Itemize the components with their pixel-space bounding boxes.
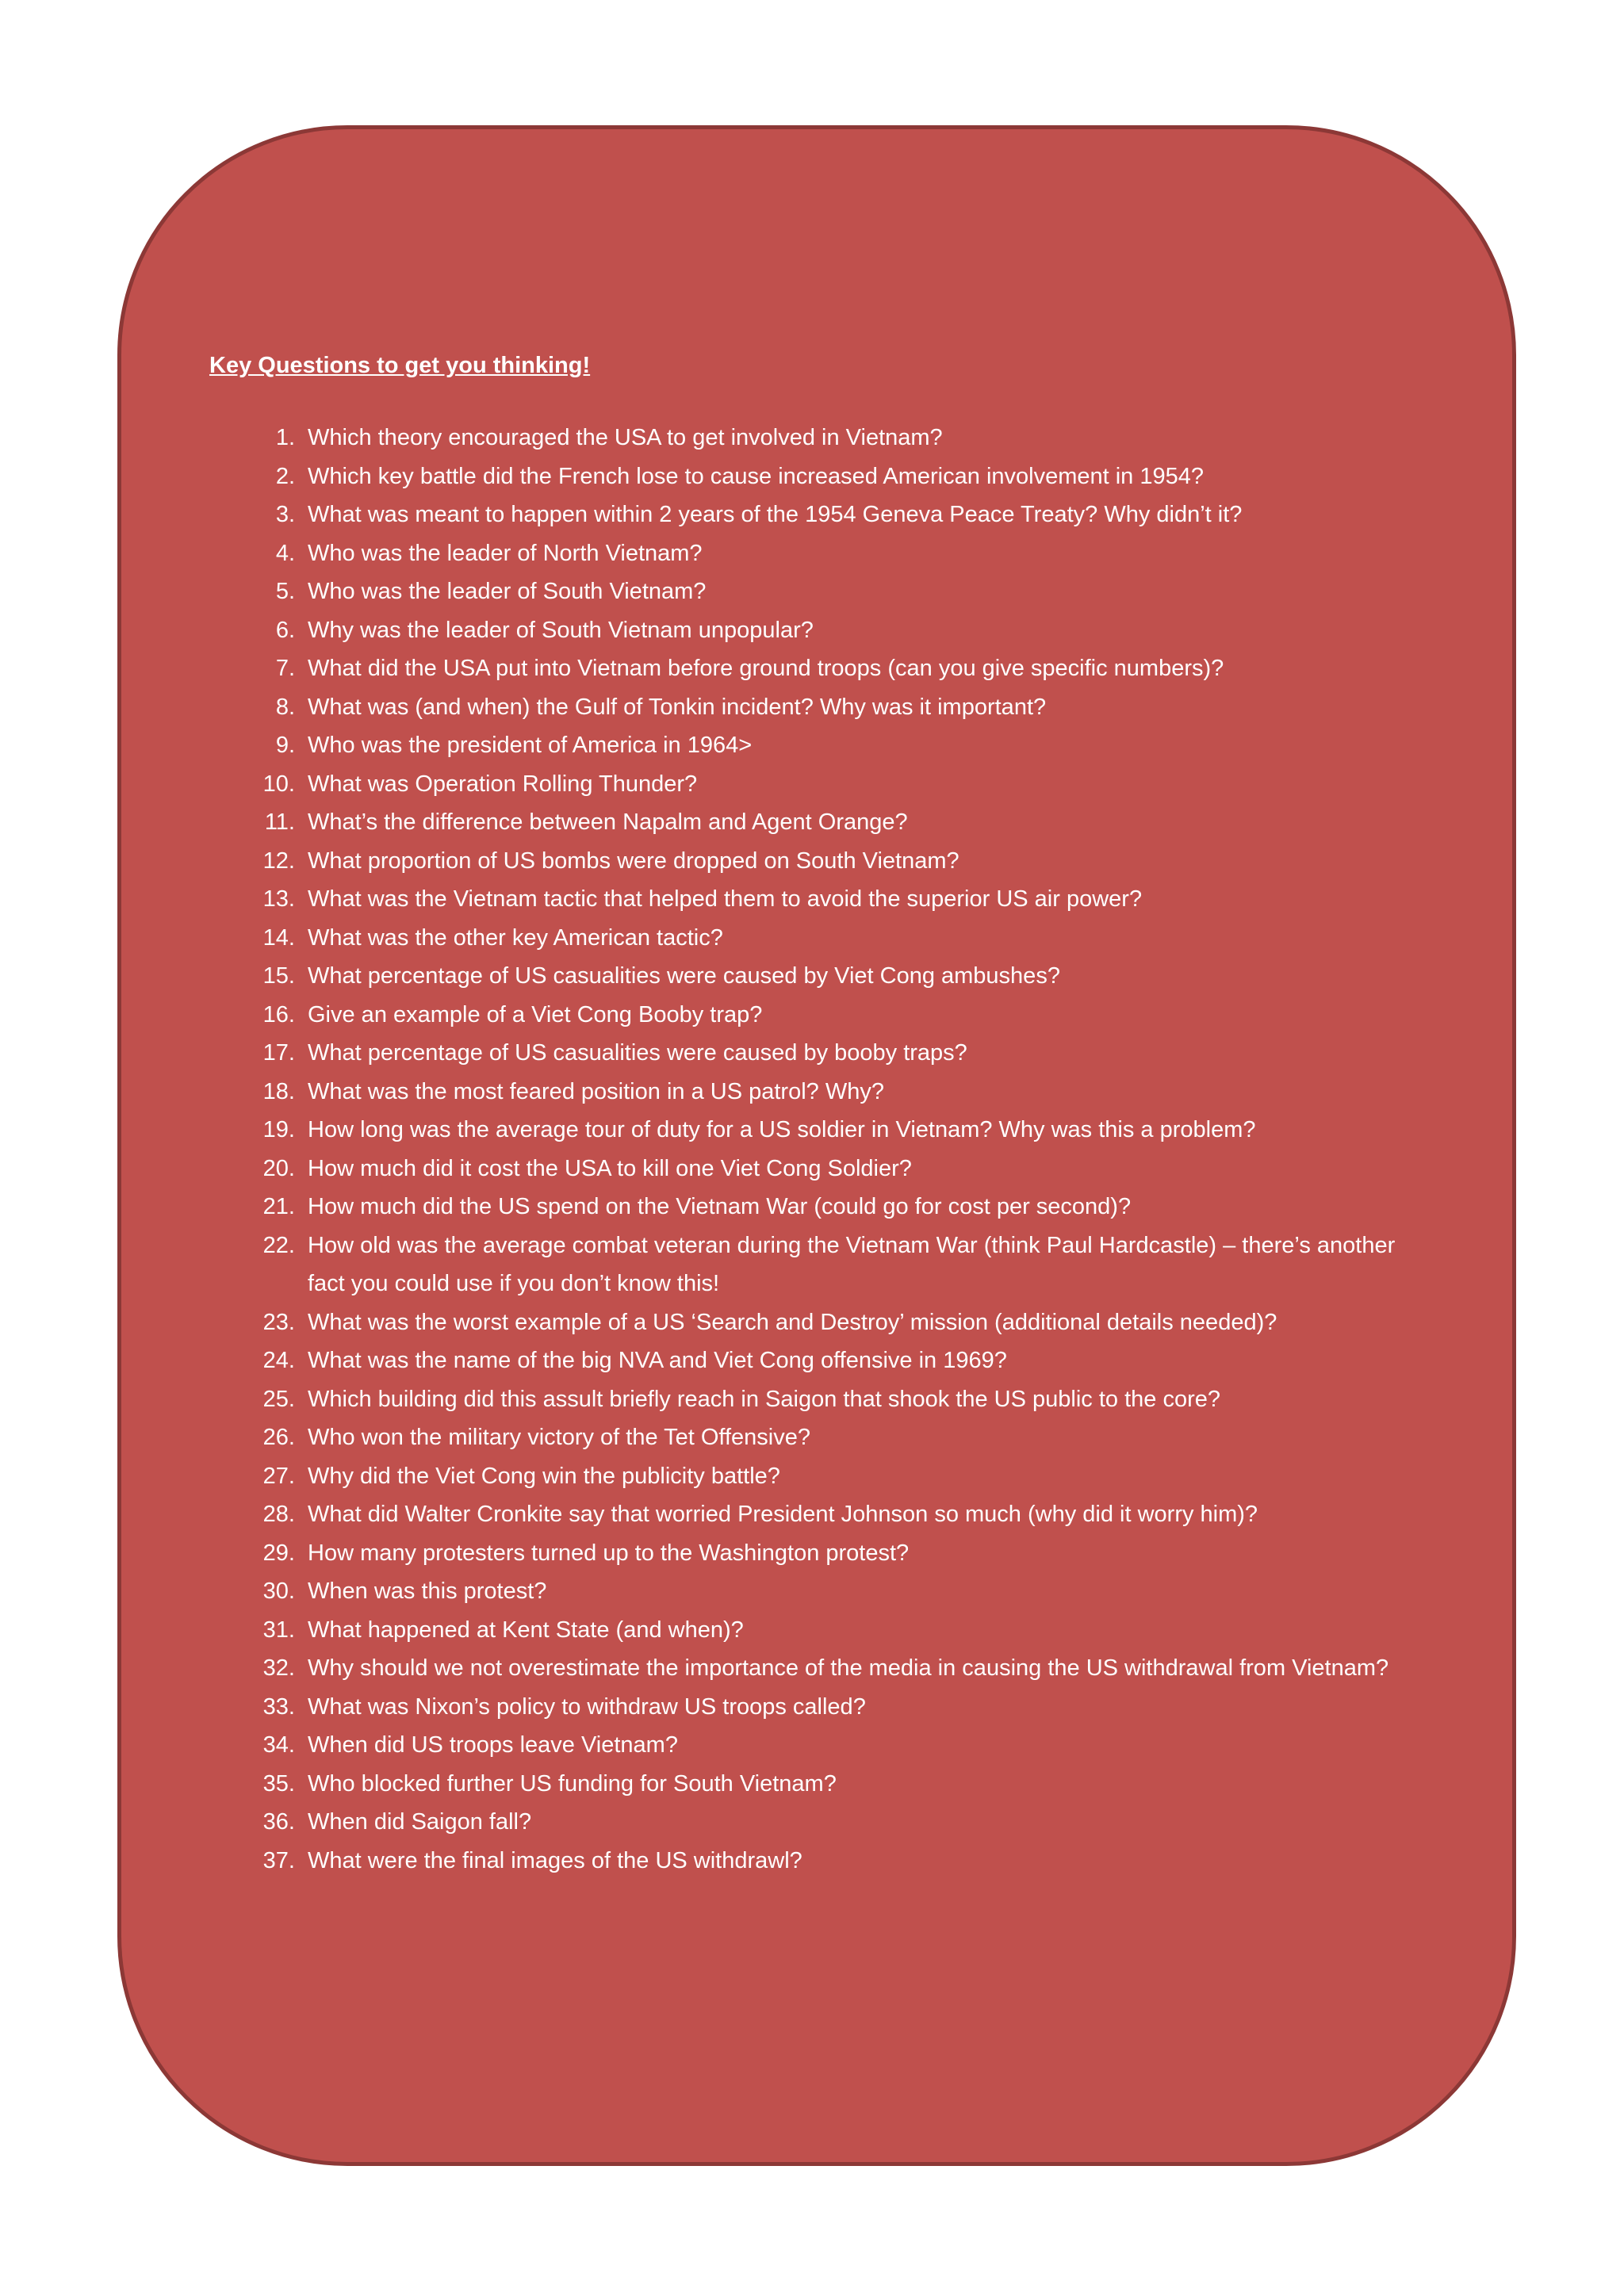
question-item <box>254 1572 1427 1611</box>
question-text: What did the USA put into Vietnam before ground troops (can you give specific numbers)? <box>308 656 1224 681</box>
question-item <box>254 726 1427 765</box>
question-text: What was the most feared position in a US patrol? Why? <box>308 1078 884 1104</box>
question-number: 10. <box>262 771 295 797</box>
question-text: Which building did this assult briefly reach in Saigon that shook the US public to the core? <box>308 1386 1220 1412</box>
question-text: What percentage of US casualities were caused by booby traps? <box>308 1040 967 1066</box>
question-number: 31. <box>262 1617 295 1643</box>
question-number: 3. <box>275 502 295 527</box>
question-item <box>254 1803 1427 1842</box>
question-number: 30. <box>262 1578 295 1604</box>
question-text: How old was the average combat veteran during the Vietnam War (think Paul Hardcastle) – there’s another fact you could use if you don’t know this! <box>308 1232 1396 1296</box>
question-text: What happened at Kent State (and when)? <box>308 1617 744 1643</box>
question-number: 8. <box>275 694 295 720</box>
question-text: Who won the military victory of the Tet Offensive? <box>308 1425 810 1450</box>
question-text: How much did the US spend on the Vietnam War (could go for cost per second)? <box>308 1194 1132 1219</box>
question-number: 27. <box>262 1463 295 1489</box>
question-text: What was the name of the big NVA and Viet Cong offensive in 1969? <box>308 1348 1007 1373</box>
question-text: What was (and when) the Gulf of Tonkin incident? Why was it important? <box>308 694 1047 720</box>
question-number: 16. <box>262 1001 295 1027</box>
question-text: Why was the leader of South Vietnam unpopular? <box>308 617 814 643</box>
question-item <box>254 1688 1427 1727</box>
question-item <box>254 1303 1427 1342</box>
question-list <box>254 419 1427 1880</box>
question-number: 13. <box>262 886 295 912</box>
question-item <box>254 1226 1427 1303</box>
question-item <box>254 996 1427 1035</box>
question-text: What was meant to happen within 2 years of the 1954 Geneva Peace Treaty? Why didn’t it? <box>308 502 1243 527</box>
question-text: Who was the leader of North Vietnam? <box>308 540 703 566</box>
question-text: What was the Vietnam tactic that helped them to avoid the superior US air power? <box>308 886 1143 912</box>
question-item <box>254 1649 1427 1688</box>
question-item <box>254 1111 1427 1150</box>
question-item <box>254 1765 1427 1804</box>
question-text: Who was the president of America in 1964> <box>308 733 753 758</box>
question-text: How much did it cost the USA to kill one Viet Cong Soldier? <box>308 1155 912 1181</box>
question-number: 2. <box>275 463 295 489</box>
question-item <box>254 1495 1427 1534</box>
question-number: 36. <box>262 1809 295 1835</box>
question-text: Why should we not overestimate the importance of the media in causing the US withdrawal from Vietnam? <box>308 1655 1389 1681</box>
question-text: What was the other key American tactic? <box>308 924 723 951</box>
question-item <box>254 1611 1427 1650</box>
question-item <box>254 419 1427 457</box>
question-text: Why did the Viet Cong win the publicity battle? <box>308 1463 780 1489</box>
question-text: When did Saigon fall? <box>308 1809 532 1835</box>
question-number: 11. <box>264 809 295 835</box>
question-number: 25. <box>262 1386 295 1412</box>
question-item <box>254 1380 1427 1419</box>
question-number: 35. <box>262 1770 295 1797</box>
question-item <box>254 1188 1427 1226</box>
question-text: How many protesters turned up to the Washington protest? <box>308 1540 910 1566</box>
question-item <box>254 1073 1427 1112</box>
question-number: 1. <box>275 425 295 450</box>
question-item <box>254 803 1427 842</box>
question-number: 7. <box>275 656 295 681</box>
question-text: What’s the difference between Napalm and Agent Orange? <box>308 809 908 835</box>
question-number: 12. <box>262 848 295 874</box>
question-text: What was the worst example of a US ‘Search and Destroy’ mission (additional details needed)? <box>308 1309 1277 1335</box>
question-text: What percentage of US casualities were caused by Viet Cong ambushes? <box>308 963 1060 989</box>
question-number: 28. <box>262 1502 295 1527</box>
question-text: Give an example of a Viet Cong Booby trap? <box>308 1001 763 1027</box>
question-item <box>254 457 1427 496</box>
question-item <box>254 957 1427 996</box>
question-number: 17. <box>262 1040 295 1066</box>
question-number: 14. <box>262 924 295 951</box>
question-item <box>254 611 1427 650</box>
question-number: 33. <box>262 1693 295 1720</box>
question-number: 23. <box>262 1309 295 1335</box>
question-item <box>254 765 1427 804</box>
question-item <box>254 496 1427 534</box>
question-number: 15. <box>262 963 295 989</box>
question-text: What did Walter Cronkite say that worried President Johnson so much (why did it worry him)? <box>308 1502 1258 1527</box>
question-text: When did US troops leave Vietnam? <box>308 1732 678 1758</box>
question-text: Who was the leader of South Vietnam? <box>308 579 707 604</box>
question-item <box>254 1457 1427 1496</box>
question-text: What proportion of US bombs were dropped on South Vietnam? <box>308 848 959 874</box>
question-number: 20. <box>262 1155 295 1181</box>
question-number: 32. <box>262 1655 295 1681</box>
question-text: How long was the average tour of duty for a US soldier in Vietnam? Why was this a problem? <box>308 1117 1256 1142</box>
question-item <box>254 534 1427 573</box>
question-number: 26. <box>262 1425 295 1450</box>
question-number: 4. <box>275 540 295 566</box>
question-text: What was Nixon’s policy to withdraw US troops called? <box>308 1693 866 1720</box>
question-number: 5. <box>275 579 295 604</box>
question-text: What was Operation Rolling Thunder? <box>308 771 698 797</box>
question-text: Which theory encouraged the USA to get involved in Vietnam? <box>308 425 943 450</box>
question-number: 9. <box>275 733 295 758</box>
page-heading: Key Questions to get you thinking! <box>209 353 591 378</box>
question-text: Which key battle did the French lose to cause increased American involvement in 1954? <box>308 463 1205 489</box>
question-item <box>254 688 1427 727</box>
question-number: 24. <box>262 1348 295 1373</box>
question-item <box>254 842 1427 881</box>
question-item <box>254 880 1427 919</box>
question-number: 34. <box>262 1732 295 1758</box>
question-number: 37. <box>262 1847 295 1873</box>
question-number: 18. <box>262 1078 295 1104</box>
question-item <box>254 1842 1427 1881</box>
question-item <box>254 1418 1427 1457</box>
question-text: Who blocked further US funding for South Vietnam? <box>308 1770 837 1797</box>
question-number: 22. <box>262 1232 295 1258</box>
question-item <box>254 1034 1427 1073</box>
question-item <box>254 919 1427 958</box>
question-item <box>254 572 1427 611</box>
question-text: What were the final images of the US withdrawl? <box>308 1847 802 1873</box>
question-item <box>254 1341 1427 1380</box>
question-item <box>254 1534 1427 1573</box>
question-item <box>254 1726 1427 1765</box>
question-number: 6. <box>275 617 295 643</box>
question-text: When was this protest? <box>308 1578 547 1604</box>
question-number: 21. <box>262 1194 295 1219</box>
question-item <box>254 649 1427 688</box>
question-number: 19. <box>262 1117 295 1142</box>
question-number: 29. <box>262 1540 295 1566</box>
question-item <box>254 1150 1427 1188</box>
